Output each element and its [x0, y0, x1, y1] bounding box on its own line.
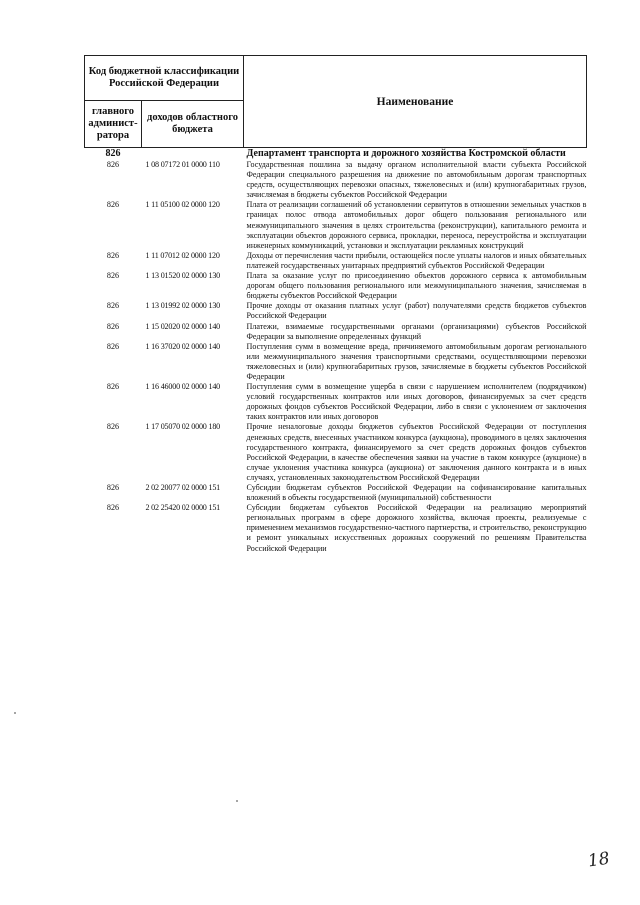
revenue-code-cell: 1 16 46000 02 0000 140 — [145, 382, 221, 392]
table-row — [85, 322, 587, 342]
budget-code-group-header: Код бюджетной классификации Российской Федерации — [85, 56, 244, 101]
revenue-name-cell: Прочие неналоговые доходы бюджетов субъектов Российской Федерации от поступления денежных средств, внесенных участником конкурса (аукциона), проводимого в целях заключения государственного контракта, финансируемого за счет средств дорожных фондов субъектов Российской Федерации, в качестве обеспечения заявки на участие в таком конкурсе (аукционе) в случае уклонения участника конкурса (аукциона) от заключения данного контракта и в иных случаях, установленных законодательством Российской Федерации — [246, 422, 587, 482]
admin-code-cell: 826 — [106, 271, 120, 281]
revenue-code-cell: 1 11 05100 02 0000 120 — [145, 200, 220, 210]
table-row — [85, 160, 587, 200]
page-number: 18 — [586, 848, 611, 872]
department-row — [85, 148, 587, 161]
revenue-code-cell: 1 13 01520 02 0000 130 — [145, 271, 221, 281]
admin-code-cell: 826 — [106, 503, 120, 513]
department-name: Департамент транспорта и дорожного хозяйства Костромской области — [246, 148, 566, 159]
admin-code-cell: 826 — [106, 422, 120, 432]
revenue-code-cell: 1 17 05070 02 0000 180 — [145, 422, 221, 432]
revenue-name-cell: Плата от реализации соглашений об установлении сервитутов в отношении земельных участков в границах полос отвода автомобильных дорог общего пользования регионального или межмуниципального значения в целях строительства (реконструкции), капитального ремонта и эксплуатации объектов дорожного сервиса, прокладки, переноса, переустройства и эксплуатации инженерных коммуникаций, установки и эксплуатации рекламных конструкций — [246, 200, 587, 250]
revenue-classification-table — [84, 55, 587, 554]
revenue-name-cell: Прочие доходы от оказания платных услуг (работ) получателями средств бюджетов субъектов Российской Федерации — [246, 301, 587, 321]
revenue-code-cell: 1 16 37020 02 0000 140 — [145, 341, 221, 351]
revenue-code-cell: 1 13 01992 02 0000 130 — [145, 301, 221, 311]
admin-code-cell: 826 — [106, 341, 120, 351]
department-admin-code: 826 — [105, 148, 121, 159]
table-row — [85, 342, 587, 382]
name-column-header: Наименование — [244, 56, 587, 148]
admin-code-cell: 826 — [106, 382, 120, 392]
table-row — [85, 271, 587, 301]
table-row — [85, 301, 587, 321]
scan-speck — [14, 712, 16, 714]
revenue-name-cell: Государственная пошлина за выдачу органом исполнительной власти субъекта Российской Федерации специального разрешения на движение по автомобильным дорогам транспортных средств, осуществляющих перевозки опасных, тяжеловесных и (или) крупногабаритных грузов, зачисляемая в бюджеты субъектов Российской Федерации — [246, 160, 587, 200]
table-row — [85, 483, 587, 503]
revenue-column-header: доходов областного бюджета — [142, 101, 244, 148]
revenue-code-cell: 1 11 07012 02 0000 120 — [145, 250, 220, 260]
revenue-name-cell: Субсидии бюджетам субъектов Российской Федерации на реализацию мероприятий региональных программ в сфере дорожного хозяйства, включая проекты, реализуемые с применением механизмов государственно-частного партнерства, и строительство, реконструкцию и ремонт уникальных искусственных дорожных сооружений по решениям Правительства Российской Федерации — [246, 503, 587, 553]
revenue-name-cell: Поступления сумм в возмещение ущерба в связи с нарушением исполнителем (подрядчиком) условий государственных контрактов или иных договоров, финансируемых за счет средств дорожных фондов субъектов Российской Федерации, либо в связи с уклонением от заключения таких контрактов или иных договоров — [246, 382, 587, 422]
revenue-name-cell: Доходы от перечисления части прибыли, остающейся после уплаты налогов и иных обязательных платежей государственных унитарных предприятий субъектов Российской Федерации — [246, 250, 587, 270]
revenue-code-cell: 2 02 25420 02 0000 151 — [145, 503, 221, 513]
revenue-code-cell: 2 02 20077 02 0000 151 — [145, 483, 221, 492]
admin-code-cell: 826 — [106, 321, 120, 331]
admin-code-cell: 826 — [106, 301, 120, 311]
admin-code-cell: 826 — [106, 250, 120, 260]
revenue-name-cell: Поступления сумм в возмещение вреда, причиняемого автомобильным дорогам регионального или межмуниципального значения транспортными средствами, осуществляющими перевозки тяжеловесных и (или) крупногабаритных грузов, зачисляемые в бюджеты субъектов Российской Федерации — [246, 341, 587, 381]
table-row — [85, 251, 587, 271]
revenue-name-cell: Субсидии бюджетам субъектов Российской Федерации на софинансирование капитальных вложений в объекты государственной (муниципальной) собственности — [246, 483, 587, 503]
table-row — [85, 382, 587, 422]
admin-code-cell: 826 — [106, 483, 120, 492]
revenue-code-cell: 1 08 07172 01 0000 110 — [145, 160, 220, 169]
revenue-code-cell: 1 15 02020 02 0000 140 — [145, 321, 221, 331]
admin-code-cell: 826 — [106, 200, 120, 210]
revenue-name-cell: Платежи, взимаемые государственными органами (организациями) субъектов Российской Федерации за выполнение определенных функций — [246, 321, 587, 341]
table-row — [85, 503, 587, 553]
table-row — [85, 200, 587, 250]
scan-speck — [236, 800, 238, 802]
table-row — [85, 422, 587, 483]
revenue-name-cell: Плата за оказание услуг по присоединению объектов дорожного сервиса к автомобильным дорогам общего пользования регионального или межмуниципального значения, зачисляемая в бюджеты субъектов Российской Федерации — [246, 271, 587, 301]
admin-code-cell: 826 — [106, 160, 120, 169]
admin-column-header: главного админист-ратора — [85, 101, 142, 148]
